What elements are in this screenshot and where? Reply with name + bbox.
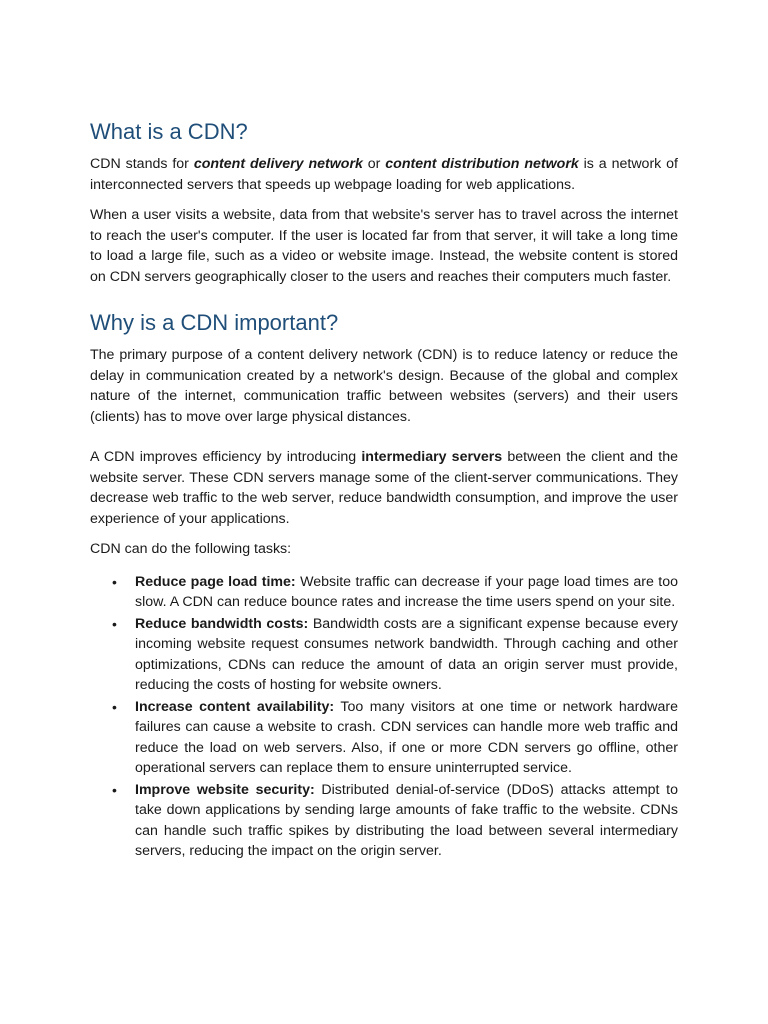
term-intermediary-servers: intermediary servers	[361, 449, 503, 465]
list-item	[112, 697, 678, 779]
term-content-distribution-network: content distribution network	[385, 156, 579, 172]
list-item	[112, 780, 679, 862]
task-text: Bandwidth costs are a significant expense because every incoming website request consumes network bandwidth. Through caching and other optimizations, CDNs can reduce the amount of data an origin server must provide, reducing the costs of hosting for website owners.	[135, 615, 678, 693]
bullet-icon: •	[112, 573, 117, 590]
text-fragment: is a network of interconnected servers that speeds up webpage loading for web applications.	[90, 156, 679, 193]
text-fragment: A CDN improves efficiency by introducing	[90, 449, 362, 465]
bullet-icon: •	[112, 615, 117, 632]
heading-what-is-cdn: What is a CDN?	[90, 119, 248, 144]
task-title: Reduce bandwidth costs:	[135, 615, 309, 632]
paragraph-cdn-efficiency	[90, 447, 678, 529]
text-fragment: between the client and the website server. These CDN servers manage some of the client-server communications. They decrease web traffic to the web server, reduce bandwidth consumption, and improve the user experience of your applications.	[90, 449, 678, 527]
heading-why-cdn-important: Why is a CDN important?	[90, 310, 339, 335]
cdn-tasks-list	[90, 572, 678, 862]
task-text: Distributed denial-of-service (DDoS) attacks attempt to take down applications by sending large amounts of fake traffic to the website. CDNs can handle such traffic spikes by distributing the load between several intermediary servers, reducing the impact on the origin server.	[135, 781, 679, 859]
paragraph-cdn-definition	[90, 154, 678, 195]
term-content-delivery-network: content delivery network	[193, 156, 363, 172]
task-text: Too many visitors at one time or network hardware failures can cause a website to crash. CDN services can handle more web traffic and reduce the load on web servers. Also, if one or more CDN servers go offline, other operational servers can replace them to ensure uninterrupted service.	[135, 698, 678, 776]
task-title: Improve website security:	[135, 781, 315, 798]
text-fragment: or	[362, 156, 386, 172]
text-fragment: CDN stands for	[90, 156, 194, 172]
list-item	[112, 572, 678, 613]
task-text: Website traffic can decrease if your page load times are too slow. A CDN can reduce bounce rates and increase the time users spend on your site.	[135, 573, 678, 610]
paragraph-cdn-purpose: The primary purpose of a content delivery network (CDN) is to reduce latency or reduce the delay in communication created by a network's design. Because of the global and complex nature of the internet, communication traffic between websites (servers) and their users (clients) has to move over large physical distances.	[90, 347, 678, 425]
bullet-icon: •	[112, 781, 117, 798]
task-title: Increase content availability:	[135, 698, 335, 715]
list-item	[112, 614, 678, 696]
bullet-icon: •	[112, 698, 117, 715]
paragraph-cdn-tasks-intro: CDN can do the following tasks:	[90, 541, 292, 557]
task-title: Reduce page load time:	[135, 573, 296, 590]
paragraph-cdn-explanation: When a user visits a website, data from that website's server has to travel across the internet to reach the user's computer. If the user is located far from that server, it will take a long time to load a large file, such as a video or website image. Instead, the website content is stored on CDN servers geographically closer to the users and reaches their computers much faster.	[90, 207, 678, 285]
